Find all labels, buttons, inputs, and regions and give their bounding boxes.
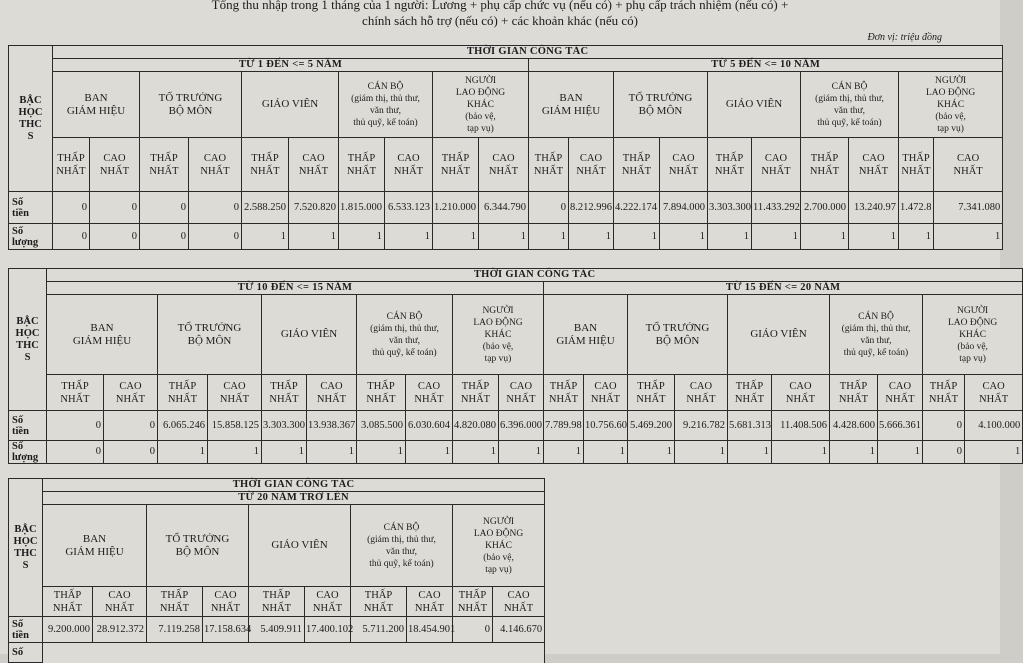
col-thap-nhat: THẤP NHẤT: [544, 375, 584, 411]
value-thap-nhat: 5.681.313: [728, 411, 772, 441]
value-cao-nhat: 11.408.506: [772, 411, 830, 441]
col-cao-nhat: CAO NHẤT: [305, 587, 351, 617]
col-thap-nhat: THẤP NHẤT: [628, 375, 675, 411]
value-cao-nhat: 13.240.97: [849, 192, 899, 224]
group-to-truong-bo-mon: TỔ TRƯỞNG BỘ MÔN: [158, 295, 262, 375]
value-cao-nhat: 0: [104, 411, 158, 441]
value-thap-nhat: 1: [628, 441, 675, 464]
group-to-truong-bo-mon: TỔ TRƯỞNG BỘ MÔN: [614, 72, 708, 138]
col-cao-nhat: CAO NHẤT: [90, 138, 140, 192]
period-header: TỪ 10 ĐẾN <= 15 NĂM: [47, 282, 544, 295]
value-thap-nhat: 4.820.080: [453, 411, 499, 441]
value-thap-nhat: 1.815.000: [339, 192, 385, 224]
col-cao-nhat: CAO NHẤT: [493, 587, 545, 617]
value-thap-nhat: 0: [453, 617, 493, 643]
col-cao-nhat: CAO NHẤT: [104, 375, 158, 411]
value-cao-nhat: 1: [307, 441, 357, 464]
col-thap-nhat: THẤP NHẤT: [708, 138, 752, 192]
value-thap-nhat: 0: [53, 192, 90, 224]
group-can-bo: CÁN BỘ (giám thị, thủ thư, văn thư, thủ quỹ, kế toán): [339, 72, 433, 138]
value-thap-nhat: 0: [140, 192, 189, 224]
col-thap-nhat: THẤP NHẤT: [357, 375, 406, 411]
col-thap-nhat: THẤP NHẤT: [728, 375, 772, 411]
col-thap-nhat: THẤP NHẤT: [339, 138, 385, 192]
value-cao-nhat: 1: [849, 224, 899, 250]
value-cao-nhat: 4.100.000: [965, 411, 1023, 441]
group-giao-vien: GIÁO VIÊN: [728, 295, 830, 375]
col-thap-nhat: THẤP NHẤT: [43, 587, 93, 617]
value-thap-nhat: 1: [262, 441, 307, 464]
income-table-3: [8, 478, 545, 663]
value-thap-nhat: 5.409.911: [249, 617, 305, 643]
value-thap-nhat: 0: [53, 224, 90, 250]
col-cao-nhat: CAO NHẤT: [289, 138, 339, 192]
value-thap-nhat: 9.200.000: [43, 617, 93, 643]
col-cao-nhat: CAO NHẤT: [406, 375, 453, 411]
value-cao-nhat: 7.894.000: [660, 192, 708, 224]
value-thap-nhat: 1: [830, 441, 878, 464]
group-giao-vien: GIÁO VIÊN: [242, 72, 339, 138]
col-cao-nhat: CAO NHẤT: [307, 375, 357, 411]
value-thap-nhat: 1: [544, 441, 584, 464]
income-table-1: [8, 45, 1003, 250]
value-thap-nhat: 1: [242, 224, 289, 250]
value-cao-nhat: 1: [934, 224, 1003, 250]
value-thap-nhat: 2.700.000: [801, 192, 849, 224]
value-thap-nhat: 1: [158, 441, 208, 464]
value-cao-nhat: 1: [569, 224, 614, 250]
group-nguoi-lao-dong-khac: NGƯỜI LAO ĐỘNG KHÁC (bảo vệ, tạp vụ): [899, 72, 1003, 138]
value-cao-nhat: 1: [499, 441, 544, 464]
col-cao-nhat: CAO NHẤT: [203, 587, 249, 617]
value-thap-nhat: 6.065.246: [158, 411, 208, 441]
col-thap-nhat: THẤP NHẤT: [53, 138, 90, 192]
value-cao-nhat: 0: [104, 441, 158, 464]
value-thap-nhat: 1: [614, 224, 660, 250]
col-thap-nhat: THẤP NHẤT: [351, 587, 407, 617]
period-header: TỪ 20 NĂM TRỞ LÊN: [43, 492, 545, 505]
col-thap-nhat: THẤP NHẤT: [147, 587, 203, 617]
value-cao-nhat: 9.216.782: [675, 411, 728, 441]
value-cao-nhat: 11.433.292: [752, 192, 801, 224]
thoi-gian-cong-tac-header: THỜI GIAN CÔNG TÁC: [47, 269, 1023, 282]
value-cao-nhat: 1: [878, 441, 923, 464]
value-cao-nhat: 8.212.996: [569, 192, 614, 224]
so-luong-label: Số: [9, 643, 43, 663]
value-cao-nhat: 1: [660, 224, 708, 250]
value-thap-nhat: 3.303.300: [262, 411, 307, 441]
value-thap-nhat: 1: [357, 441, 406, 464]
col-cao-nhat: CAO NHẤT: [569, 138, 614, 192]
group-giao-vien: GIÁO VIÊN: [708, 72, 801, 138]
col-thap-nhat: THẤP NHẤT: [923, 375, 965, 411]
col-cao-nhat: CAO NHẤT: [385, 138, 433, 192]
so-tien-label: Số tiền: [9, 411, 47, 441]
value-thap-nhat: 3.085.500: [357, 411, 406, 441]
group-can-bo: CÁN BỘ (giám thị, thủ thư, văn thư, thủ quỹ, kế toán): [357, 295, 453, 375]
col-thap-nhat: THẤP NHẤT: [453, 587, 493, 617]
value-cao-nhat: 6.344.790: [479, 192, 529, 224]
value-cao-nhat: 1: [479, 224, 529, 250]
col-cao-nhat: CAO NHẤT: [772, 375, 830, 411]
col-thap-nhat: THẤP NHẤT: [433, 138, 479, 192]
period-header: TỪ 5 ĐẾN <= 10 NĂM: [529, 59, 1003, 72]
value-cao-nhat: 7.341.080: [934, 192, 1003, 224]
col-cao-nhat: CAO NHẤT: [752, 138, 801, 192]
col-cao-nhat: CAO NHẤT: [584, 375, 628, 411]
value-thap-nhat: 3.303.300: [708, 192, 752, 224]
value-cao-nhat: 4.146.670: [493, 617, 545, 643]
row-header-bac-hoc: BẬC HỌC THC S: [9, 269, 47, 411]
value-thap-nhat: 0: [140, 224, 189, 250]
group-ban-giam-hieu: BAN GIÁM HIỆU: [529, 72, 614, 138]
value-cao-nhat: 1: [406, 441, 453, 464]
value-thap-nhat: 1.210.000: [433, 192, 479, 224]
group-giao-vien: GIÁO VIÊN: [262, 295, 357, 375]
value-thap-nhat: 1: [801, 224, 849, 250]
value-thap-nhat: 4.428.600: [830, 411, 878, 441]
period-header: TỪ 1 ĐẾN <= 5 NĂM: [53, 59, 529, 72]
col-thap-nhat: THẤP NHẤT: [158, 375, 208, 411]
so-luong-row: [9, 441, 1023, 464]
group-can-bo: CÁN BỘ (giám thị, thủ thư, văn thư, thủ quỹ, kế toán): [801, 72, 899, 138]
col-thap-nhat: THẤP NHẤT: [47, 375, 104, 411]
group-nguoi-lao-dong-khac: NGƯỜI LAO ĐỘNG KHÁC (bảo vệ, tạp vụ): [433, 72, 529, 138]
document-title-line-1: Tổng thu nhập trong 1 tháng của 1 người: Lương + phụ cấp chức vụ (nếu có) + phụ cấp trách nhiệm (nếu có) +: [211, 0, 789, 12]
row-header-bac-hoc: BẬC HỌC THC S: [9, 479, 43, 617]
document-title-line-2: chính sách hỗ trợ (nếu có) + các khoản khác (nếu có): [362, 13, 638, 28]
unit-note: Đơn vị: triệu đồng: [867, 32, 942, 43]
value-thap-nhat: 0: [923, 411, 965, 441]
col-cao-nhat: CAO NHẤT: [189, 138, 242, 192]
value-cao-nhat: 17.158.634: [203, 617, 249, 643]
col-cao-nhat: CAO NHẤT: [499, 375, 544, 411]
value-thap-nhat: 7.789.98: [544, 411, 584, 441]
value-thap-nhat: 0: [47, 441, 104, 464]
col-thap-nhat: THẤP NHẤT: [899, 138, 934, 192]
group-ban-giam-hieu: BAN GIÁM HIỆU: [43, 505, 147, 587]
value-cao-nhat: 10.756.60: [584, 411, 628, 441]
col-thap-nhat: THẤP NHẤT: [830, 375, 878, 411]
so-tien-row: [9, 411, 1023, 441]
value-thap-nhat: 5.711.200: [351, 617, 407, 643]
value-cao-nhat: 0: [189, 224, 242, 250]
value-thap-nhat: 1: [529, 224, 569, 250]
value-thap-nhat: 1: [433, 224, 479, 250]
col-thap-nhat: THẤP NHẤT: [801, 138, 849, 192]
value-thap-nhat: 0: [47, 411, 104, 441]
group-to-truong-bo-mon: TỔ TRƯỞNG BỘ MÔN: [147, 505, 249, 587]
col-cao-nhat: CAO NHẤT: [479, 138, 529, 192]
so-luong-label: Số lượng: [9, 224, 53, 250]
value-thap-nhat: 1: [708, 224, 752, 250]
value-thap-nhat: 1: [899, 224, 934, 250]
value-cao-nhat: 15.858.125: [208, 411, 262, 441]
group-ban-giam-hieu: BAN GIÁM HIỆU: [47, 295, 158, 375]
value-thap-nhat: 0: [529, 192, 569, 224]
col-thap-nhat: THẤP NHẤT: [614, 138, 660, 192]
thoi-gian-cong-tac-header: THỜI GIAN CÔNG TÁC: [53, 46, 1003, 59]
value-cao-nhat: 1: [752, 224, 801, 250]
value-cao-nhat: 0: [90, 192, 140, 224]
value-cao-nhat: 5.666.361: [878, 411, 923, 441]
value-cao-nhat: 1: [385, 224, 433, 250]
value-cao-nhat: 13.938.367: [307, 411, 357, 441]
group-can-bo: CÁN BỘ (giám thị, thủ thư, văn thư, thủ quỹ, kế toán): [830, 295, 923, 375]
value-thap-nhat: 7.119.258: [147, 617, 203, 643]
value-thap-nhat: 5.469.200: [628, 411, 675, 441]
group-nguoi-lao-dong-khac: NGƯỜI LAO ĐỘNG KHÁC (bảo vệ, tạp vụ): [453, 295, 544, 375]
col-thap-nhat: THẤP NHẤT: [262, 375, 307, 411]
group-giao-vien: GIÁO VIÊN: [249, 505, 351, 587]
col-cao-nhat: CAO NHẤT: [965, 375, 1023, 411]
col-cao-nhat: CAO NHẤT: [934, 138, 1003, 192]
so-luong-row: [9, 224, 1003, 250]
col-thap-nhat: THẤP NHẤT: [249, 587, 305, 617]
value-thap-nhat: 1: [339, 224, 385, 250]
value-thap-nhat: 1.472.8: [899, 192, 934, 224]
value-cao-nhat: 0: [90, 224, 140, 250]
value-cao-nhat: 1: [208, 441, 262, 464]
value-cao-nhat: 6.396.000: [499, 411, 544, 441]
value-thap-nhat: 0: [923, 441, 965, 464]
value-cao-nhat: 6.030.604: [406, 411, 453, 441]
value-cao-nhat: 0: [189, 192, 242, 224]
so-tien-row: [9, 617, 545, 643]
group-can-bo: CÁN BỘ (giám thị, thủ thư, văn thư, thủ quỹ, kế toán): [351, 505, 453, 587]
value-cao-nhat: 1: [675, 441, 728, 464]
value-cao-nhat: 1: [965, 441, 1023, 464]
value-thap-nhat: 1: [728, 441, 772, 464]
period-header: TỪ 15 ĐẾN <= 20 NĂM: [544, 282, 1023, 295]
value-cao-nhat: 17.400.102: [305, 617, 351, 643]
col-thap-nhat: THẤP NHẤT: [453, 375, 499, 411]
col-cao-nhat: CAO NHẤT: [93, 587, 147, 617]
group-ban-giam-hieu: BAN GIÁM HIỆU: [544, 295, 628, 375]
col-cao-nhat: CAO NHẤT: [675, 375, 728, 411]
thoi-gian-cong-tac-header: THỜI GIAN CÔNG TÁC: [43, 479, 545, 492]
row-header-bac-hoc: BẬC HỌC THC S: [9, 46, 53, 192]
col-thap-nhat: THẤP NHẤT: [529, 138, 569, 192]
so-tien-label: Số tiền: [9, 617, 43, 643]
so-tien-label: Số tiền: [9, 192, 53, 224]
income-table-2: [8, 268, 1023, 464]
group-to-truong-bo-mon: TỔ TRƯỞNG BỘ MÔN: [628, 295, 728, 375]
value-cao-nhat: 1: [584, 441, 628, 464]
col-cao-nhat: CAO NHẤT: [849, 138, 899, 192]
so-tien-row: [9, 192, 1003, 224]
col-cao-nhat: CAO NHẤT: [660, 138, 708, 192]
col-cao-nhat: CAO NHẤT: [208, 375, 262, 411]
col-cao-nhat: CAO NHẤT: [407, 587, 453, 617]
value-cao-nhat: 6.533.123: [385, 192, 433, 224]
value-cao-nhat: 18.454.901: [407, 617, 453, 643]
so-luong-label: Số lượng: [9, 441, 47, 464]
col-thap-nhat: THẤP NHẤT: [140, 138, 189, 192]
group-nguoi-lao-dong-khac: NGƯỜI LAO ĐỘNG KHÁC (bảo vệ, tạp vụ): [453, 505, 545, 587]
value-thap-nhat: 4.222.174: [614, 192, 660, 224]
group-nguoi-lao-dong-khac: NGƯỜI LAO ĐỘNG KHÁC (bảo vệ, tạp vụ): [923, 295, 1023, 375]
col-thap-nhat: THẤP NHẤT: [242, 138, 289, 192]
value-thap-nhat: 2.588.250: [242, 192, 289, 224]
value-cao-nhat: 1: [289, 224, 339, 250]
col-cao-nhat: CAO NHẤT: [878, 375, 923, 411]
value-cao-nhat: 1: [772, 441, 830, 464]
value-thap-nhat: 1: [453, 441, 499, 464]
value-cao-nhat: 7.520.820: [289, 192, 339, 224]
group-to-truong-bo-mon: TỔ TRƯỞNG BỘ MÔN: [140, 72, 242, 138]
group-ban-giam-hieu: BAN GIÁM HIỆU: [53, 72, 140, 138]
value-cao-nhat: 28.912.372: [93, 617, 147, 643]
